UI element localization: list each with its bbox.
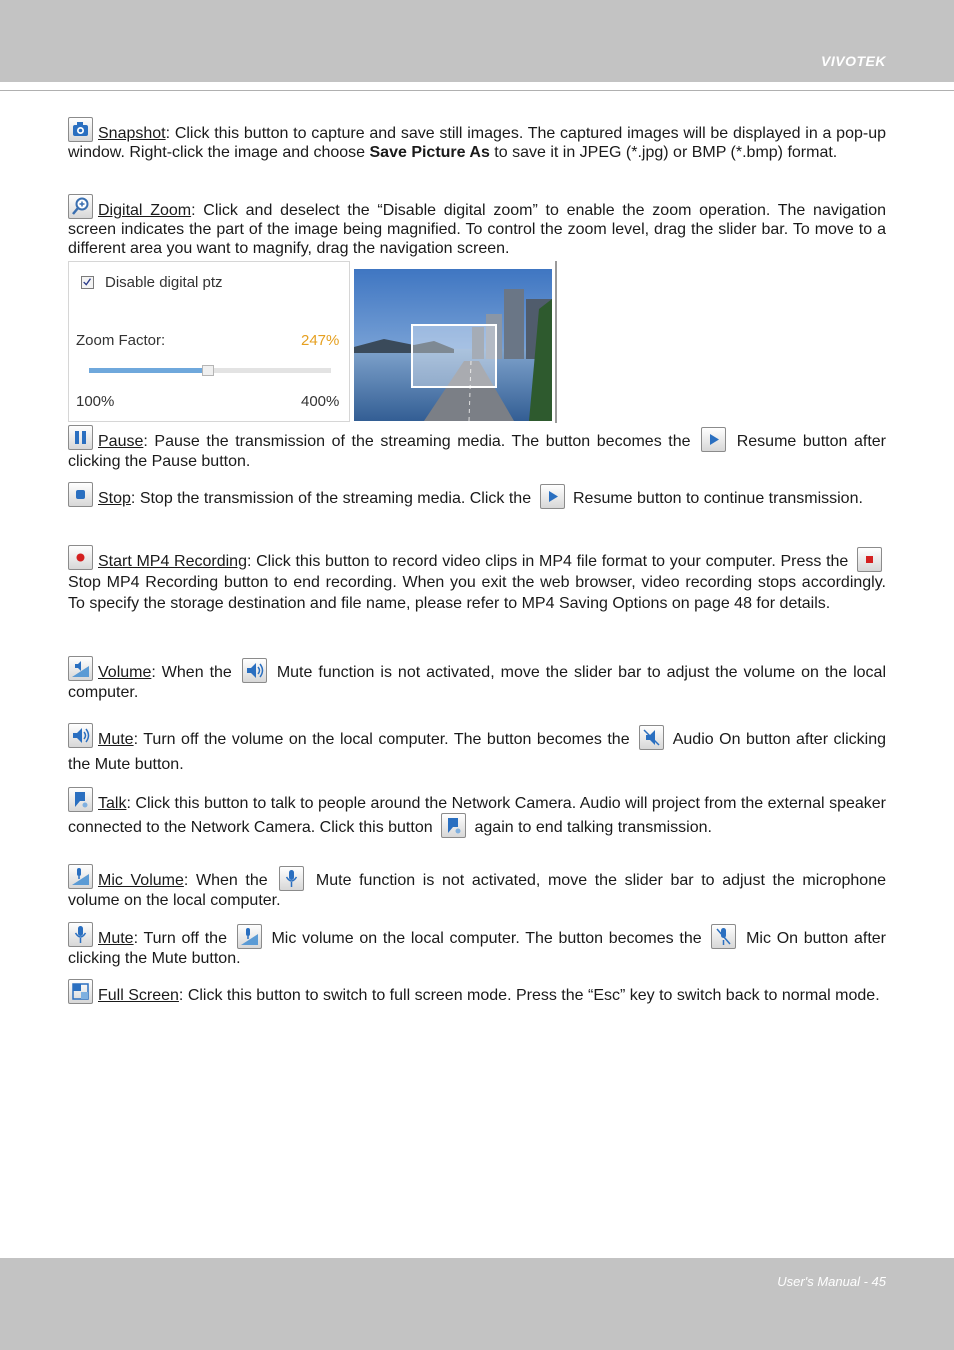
header-divider bbox=[0, 90, 954, 91]
mute-paragraph: Mute: Turn off the volume on the local computer. The button becomes the Audio On button after clicking the Mute button. bbox=[68, 723, 886, 777]
stop-paragraph: Stop: Stop the transmission of the streaming media. Click the Resume button to continue transmission. bbox=[68, 482, 886, 509]
microphone-icon[interactable] bbox=[68, 922, 93, 947]
full-screen-label: Full Screen bbox=[98, 987, 179, 1004]
stop-recording-icon[interactable] bbox=[857, 547, 882, 572]
digital-zoom-label: Digital Zoom bbox=[98, 202, 192, 219]
pause-label: Pause bbox=[98, 433, 144, 450]
camera-icon[interactable] bbox=[68, 117, 93, 142]
mic-volume-icon[interactable] bbox=[68, 864, 93, 889]
zoom-max-label: 400% bbox=[301, 393, 340, 410]
mute-label: Mute bbox=[98, 731, 134, 748]
snapshot-paragraph: Snapshot: Click this button to capture and save still images. The captured images will be displayed in a pop-up window. Right-click the image and choose Save Picture As to save it in JPEG (*.jpg) or BMP (*.bmp) format. bbox=[68, 117, 886, 162]
zoom-min-label: 100% bbox=[76, 393, 115, 410]
volume-icon[interactable] bbox=[68, 656, 93, 681]
magnifier-icon[interactable] bbox=[68, 194, 93, 219]
mic-on-icon[interactable] bbox=[711, 924, 736, 949]
fullscreen-icon[interactable] bbox=[68, 979, 93, 1004]
stop-label: Stop bbox=[98, 490, 131, 507]
speaker-icon[interactable] bbox=[242, 658, 267, 683]
digital-zoom-figure bbox=[68, 261, 558, 423]
record-paragraph: Start MP4 Recording: Click this button to record video clips in MP4 file format to your computer. Press the Stop MP4 Recording button to end recording. When you exit the web browser, video recording stops accordingly. To specify the storage destination and file name, please refer to MP4 Saving Options on page 48 for details. bbox=[68, 545, 886, 614]
talk-icon[interactable] bbox=[441, 813, 466, 838]
record-icon[interactable] bbox=[68, 545, 93, 570]
stop-icon[interactable] bbox=[68, 482, 93, 507]
snapshot-label: Snapshot bbox=[98, 125, 166, 142]
zoom-control-panel bbox=[68, 261, 350, 422]
full-screen-paragraph: Full Screen: Click this button to switch to full screen mode. Press the “Esc” key to switch back to normal mode. bbox=[68, 979, 886, 1005]
speaker-icon[interactable] bbox=[68, 723, 93, 748]
disable-digital-ptz-checkbox[interactable] bbox=[81, 276, 94, 289]
pause-icon[interactable] bbox=[68, 425, 93, 450]
talk-icon[interactable] bbox=[68, 787, 93, 812]
resume-icon[interactable] bbox=[540, 484, 565, 509]
navigation-screen-image[interactable] bbox=[354, 269, 552, 421]
zoom-slider-thumb[interactable] bbox=[202, 365, 214, 376]
microphone-icon[interactable] bbox=[279, 866, 304, 891]
mic-mute-label: Mute bbox=[98, 930, 134, 947]
mic-volume-paragraph: Mic Volume: When the Mute function is not activated, move the slider bar to adjust the microphone volume on the local computer. bbox=[68, 864, 886, 910]
resume-icon[interactable] bbox=[701, 427, 726, 452]
page-header bbox=[0, 0, 954, 82]
page-number: User's Manual - 45 bbox=[777, 1274, 886, 1289]
zoom-factor-label: Zoom Factor: bbox=[76, 332, 166, 349]
mic-volume-icon[interactable] bbox=[237, 924, 262, 949]
record-label: Start MP4 Recording bbox=[98, 553, 247, 570]
zoom-factor-value: 247% bbox=[301, 332, 340, 349]
save-picture-as-text: Save Picture As bbox=[369, 144, 490, 161]
zoom-slider-fill bbox=[89, 368, 208, 373]
mic-mute-paragraph: Mute: Turn off the Mic volume on the local computer. The button becomes the Mic On button after clicking the Mute button. bbox=[68, 922, 886, 968]
figure-divider bbox=[555, 261, 557, 423]
page-footer bbox=[0, 1258, 954, 1350]
brand-logo: VIVOTEK bbox=[821, 53, 886, 69]
zoom-slider[interactable] bbox=[89, 368, 331, 373]
pause-paragraph: Pause: Pause the transmission of the streaming media. The button becomes the Resume button after clicking the Pause button. bbox=[68, 425, 886, 471]
volume-paragraph: Volume: When the Mute function is not activated, move the slider bar to adjust the volume on the local computer. bbox=[68, 656, 886, 702]
checkbox-label: Disable digital ptz bbox=[105, 274, 223, 291]
talk-paragraph: Talk: Click this button to talk to people around the Network Camera. Audio will project from the external speaker connected to the Network Camera. Click this button again to end talking transmission. bbox=[68, 787, 886, 838]
digital-zoom-paragraph: Digital Zoom: Click and deselect the “Disable digital zoom” to enable the zoom operation. The navigation screen indicates the part of the image being magnified. To control the zoom level, drag the slider bar. To move to a different area you want to magnify, drag the navigation screen. bbox=[68, 194, 886, 258]
mic-volume-label: Mic Volume bbox=[98, 872, 184, 889]
talk-label: Talk bbox=[98, 795, 127, 812]
volume-label: Volume bbox=[98, 664, 152, 681]
audio-on-icon[interactable] bbox=[639, 725, 664, 750]
